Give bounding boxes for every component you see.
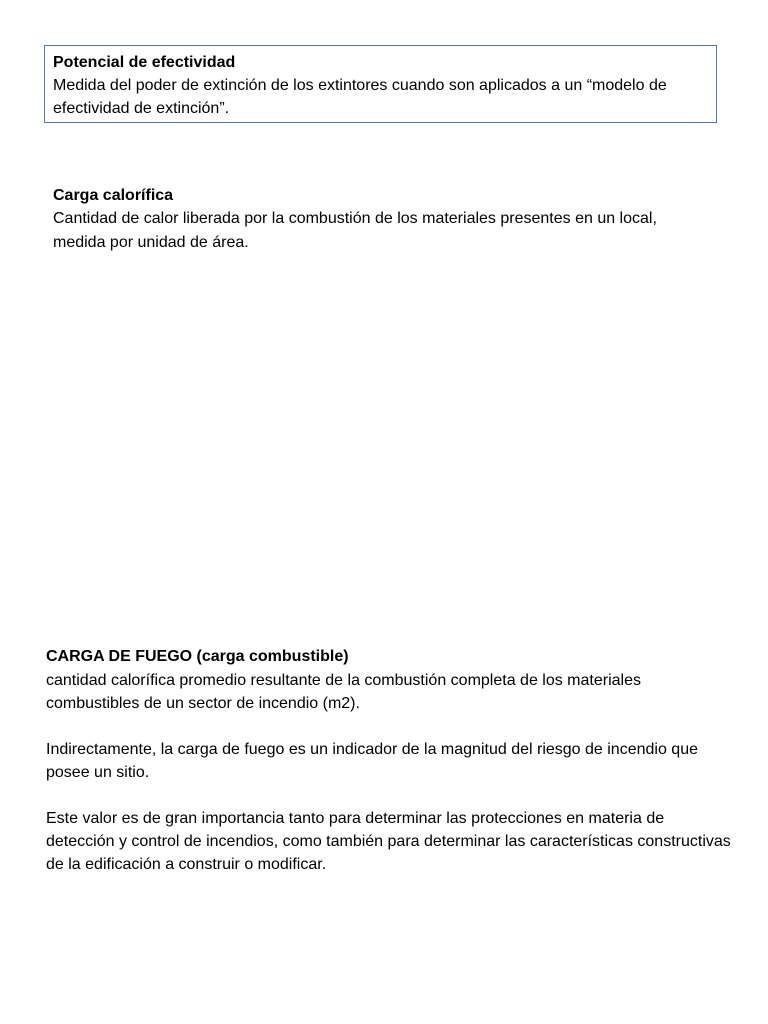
section-body: cantidad calorífica promedio resultante de la combustión completa de los materiales combustibles de un sector de incendio (m2). [46, 672, 641, 712]
section-heading: CARGA DE FUEGO (carga combustible) [46, 648, 349, 665]
section-body: Medida del poder de extinción de los extintores cuando son aplicados a un “modelo de efectividad de extinción”. [53, 77, 667, 117]
section-paragraph: Este valor es de gran importancia tanto para determinar las protecciones en materia de detección y control de incendios, como también para determinar las características constructivas de la edificación a construir o modificar. [46, 810, 731, 873]
definition-box-potencial-efectividad [44, 45, 717, 123]
section-heading: Potencial de efectividad [53, 54, 236, 71]
section-heading: Carga calorífica [53, 187, 174, 204]
definition-carga-calorifica [53, 184, 713, 255]
section-body: Cantidad de calor liberada por la combustión de los materiales presentes en un local, medida por unidad de área. [53, 210, 657, 251]
section-paragraph: Indirectamente, la carga de fuego es un indicador de la magnitud del riesgo de incendio que posee un sitio. [46, 741, 698, 781]
definition-carga-de-fuego [46, 645, 736, 876]
